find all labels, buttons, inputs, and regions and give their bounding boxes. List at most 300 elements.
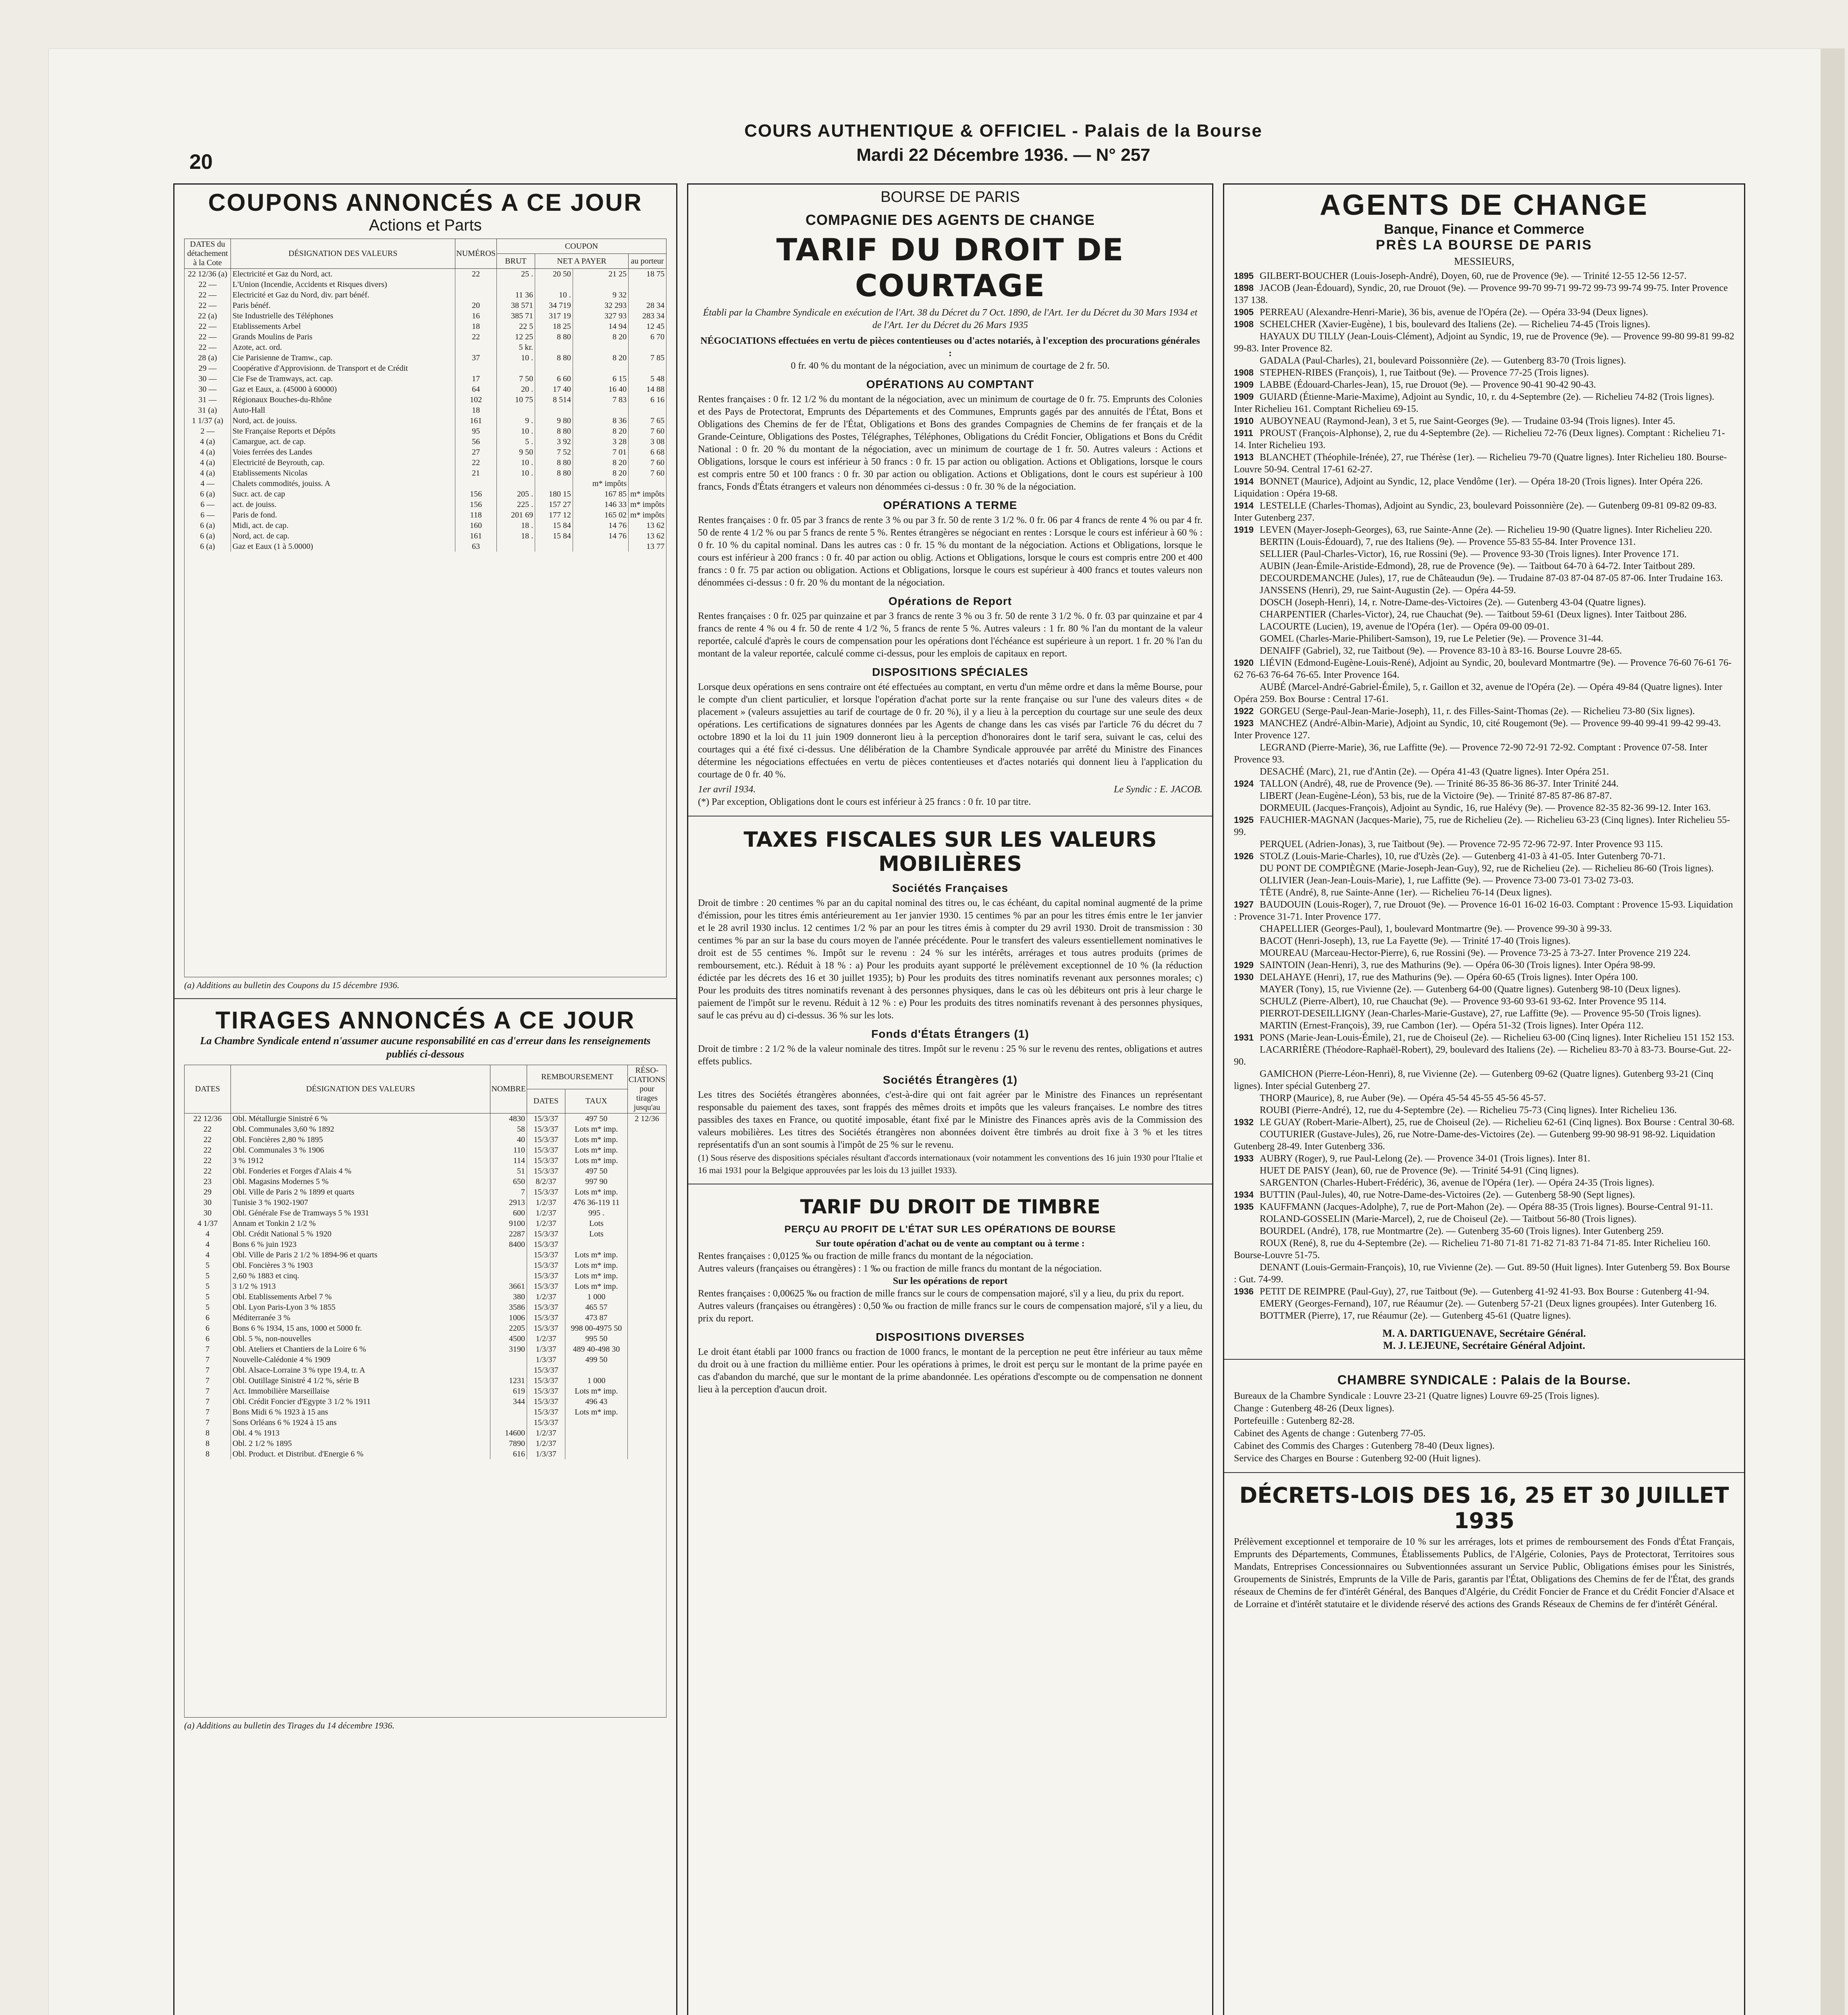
table-cell: Cie Fse de Tramways, act. cap. — [231, 374, 455, 384]
table-cell — [627, 1407, 666, 1417]
table-cell: Obl. Etablissements Arbel 7 % — [231, 1292, 490, 1302]
agent-text: JANSSENS (Henri), 29, rue Saint-Augustin (2e). — Opéra 44-59. — [1260, 585, 1516, 596]
agent-entry — [1234, 705, 1734, 717]
agent-entry — [1234, 584, 1734, 596]
table-cell: Méditerranée 3 % — [231, 1313, 490, 1323]
table-cell: Obl. Outillage Sinistré 4 1/2 %, série B — [231, 1375, 490, 1386]
agent-year: 1923 — [1234, 718, 1254, 728]
agent-text: THORP (Maurice), 8, rue Auber (9e). — Opéra 45-54 45-55 45-56 45-57. — [1260, 1093, 1546, 1103]
agent-year: 1936 — [1234, 1286, 1254, 1296]
table-cell: 21 — [455, 468, 497, 478]
page-header — [173, 121, 1833, 165]
table-cell: 95 — [455, 426, 497, 436]
agent-text: DORMEUIL (Jacques-François), Adjoint au Syndic, 16, rue Halévy (9e). — Provence 82-35 82-36 99-12. Inter 163. — [1260, 803, 1711, 813]
table-cell: 327 93 — [573, 311, 628, 321]
table-cell: 7 — [185, 1365, 231, 1375]
table-cell: 3586 — [490, 1302, 527, 1313]
agent-entry — [1234, 1286, 1734, 1298]
agent-text: MARTIN (Ernest-François), 39, rue Cambon (1er). — Opéra 51-32 (Trois lignes). Inter Opéra 112. — [1260, 1020, 1644, 1031]
table-cell — [573, 279, 628, 290]
agent-text: BERTIN (Louis-Édouard), 7, rue des Italiens (9e). — Provence 55-83 55-84. Inter Provence 131. — [1260, 537, 1636, 547]
table-cell: 8 20 — [573, 353, 628, 363]
table-cell: 7 50 — [496, 374, 535, 384]
table-cell: Bons 6 % juin 1923 — [231, 1239, 490, 1250]
table-cell: Lots m* imp. — [565, 1134, 627, 1145]
agent-entry — [1234, 1213, 1734, 1225]
table-cell: 51 — [490, 1166, 527, 1176]
table-cell — [627, 1166, 666, 1176]
table-cell: Lots m* imp. — [565, 1155, 627, 1166]
table-cell: 8 80 — [535, 426, 573, 436]
table-row — [185, 1260, 667, 1271]
table-cell: 6 70 — [628, 332, 666, 342]
agent-entry — [1234, 838, 1734, 850]
table-row — [185, 1239, 667, 1250]
agent-text: PIERROT-DESEILLIGNY (Jean-Charles-Marie-Gustave), 27, rue Laffitte (9e). — Provence 95-50 (Trois lignes). — [1260, 1008, 1701, 1019]
table-cell: Bons 6 % 1934, 15 ans, 1000 et 5000 fr. — [231, 1323, 490, 1334]
table-cell: 18 25 — [535, 321, 573, 332]
table-cell: 3 92 — [535, 436, 573, 447]
table-cell: Lots m* imp. — [565, 1407, 627, 1417]
agent-text: BLANCHET (Théophile-Irénée), 27, rue Thérèse (1er). — Richelieu 79-70 (Quatre lignes). Inter Richelieu 180. Bourse-Louvre 50-94. Central 17-61 62-27. — [1234, 452, 1727, 475]
column-agents — [1223, 183, 1745, 2015]
table-cell: Nord, act. de cap. — [231, 531, 455, 541]
courtage-title: TARIF DU DROIT DE COURTAGE — [776, 232, 1124, 303]
table-cell: 7 — [185, 1417, 231, 1428]
table-row — [185, 405, 667, 415]
agent-year: 1932 — [1234, 1117, 1254, 1127]
table-row — [185, 531, 667, 541]
tirages-section — [174, 1002, 676, 1735]
table-cell — [490, 1250, 527, 1260]
agent-entry — [1234, 1177, 1734, 1189]
agent-text: CHAPELLIER (Georges-Paul), 1, boulevard Montmartre (9e). — Provence 99-30 à 99-33. — [1260, 924, 1612, 934]
taxes-footnote: (1) Sous réserve des dispositions spéciales résultant d'accords internationaux (voir notamment les conventions des 16 juin 1930 pour l'Italie et 16 mai 1931 pour la Belgique approuvées par les lois du 13 juillet 1933). — [698, 1153, 1202, 1175]
table-cell: 4 — [185, 1229, 231, 1239]
agent-text: SELLIER (Paul-Charles-Victor), 16, rue Rossini (9e). — Provence 93-30 (Trois lignes). Inter Provence 171. — [1260, 549, 1679, 559]
agent-year: 1909 — [1234, 392, 1254, 402]
table-cell: Electricité de Beyrouth, cap. — [231, 457, 455, 468]
chambre-line: Service des Charges en Bourse : Gutenberg 92-00 (Huit lignes). — [1234, 1453, 1481, 1464]
diverses-text: Le droit étant établi par 1000 francs ou fraction de 1000 francs, le montant de la perception ne peut être inférieur au taux même du droit ou à une fraction du millième entier. Pour les opérations à primes, le droit est perçu sur le montant de la prime payée en cas d'abandon du marché, que sur le montant de la prime abandonnée. Les opérations d'escompte ou de compensation ne donnent lieu à la perception d'aucun droit. — [698, 1347, 1202, 1395]
table-cell — [535, 541, 573, 552]
table-cell: 997 90 — [565, 1176, 627, 1187]
table-cell: 1/2/37 — [527, 1334, 565, 1344]
table-cell: 7 83 — [573, 395, 628, 405]
table-cell: 6 60 — [535, 374, 573, 384]
table-cell: Lots m* imp. — [565, 1145, 627, 1155]
section-heading: OPÉRATIONS A TERME — [883, 499, 1017, 511]
agent-text: BACOT (Henri-Joseph), 13, rue La Fayette (9e). — Trinité 17-40 (Trois lignes). — [1260, 936, 1571, 946]
page-number: 20 — [189, 150, 213, 174]
table-cell: 1/2/37 — [527, 1438, 565, 1449]
table-cell — [627, 1449, 666, 1459]
agent-entry — [1234, 391, 1734, 415]
agent-text: PERQUEL (Adrien-Jonas), 3, rue Taitbout (9e). — Provence 72-95 72-96 72-97. Inter Provence 93 115. — [1260, 839, 1663, 850]
table-cell — [627, 1145, 666, 1155]
table-cell: 15/3/37 — [527, 1113, 565, 1124]
agent-year: 1933 — [1234, 1153, 1254, 1163]
col-header: REMBOURSEMENT — [527, 1065, 627, 1089]
table-row — [185, 1344, 667, 1354]
table-cell: 146 33 — [573, 499, 628, 510]
table-row — [185, 1176, 667, 1187]
bourse-kicker: BOURSE DE PARIS — [880, 189, 1020, 206]
agent-entry — [1234, 270, 1734, 282]
agent-text: LESTELLE (Charles-Thomas), Adjoint au Syndic, 23, boulevard Poissonnière (2e). — Gutenberg 09-81 09-82 09-83. Inter Gutenberg 237. — [1234, 501, 1717, 523]
table-cell: 4 (a) — [185, 436, 231, 447]
agent-entry — [1234, 1116, 1734, 1128]
col-header: TAUX — [565, 1089, 627, 1113]
agent-entry — [1234, 476, 1734, 500]
table-cell: 156 — [455, 499, 497, 510]
agent-entry — [1234, 355, 1734, 367]
table-row — [185, 1218, 667, 1229]
table-cell: 15/3/37 — [527, 1323, 565, 1334]
timbre-line: Sur les opérations de report — [893, 1276, 1008, 1286]
table-cell: Lots m* imp. — [565, 1271, 627, 1281]
table-cell: 2 12/36 — [627, 1113, 666, 1124]
table-cell: 7 60 — [628, 426, 666, 436]
chambre-lines — [1234, 1390, 1734, 1465]
table-cell: 63 — [455, 541, 497, 552]
table-cell: 497 50 — [565, 1113, 627, 1124]
col-header: DATES du détachement à la Cote — [185, 239, 231, 269]
table-cell: Annam et Tonkin 2 1/2 % — [231, 1218, 490, 1229]
decrets-text: Prélèvement exceptionnel et temporaire de 10 % sur les arrérages, lots et primes de remboursement des Fonds d'État Français, Emprunts des Départements, Communes, Établissements Publics, de l'Algérie, Colonies, Pays de Protectorat, Territoires sous Mandats, Entreprises Concessionnaires ou Subventionnées assurant un Service Public, Obligations émises pour les Sinistrés, Groupements de Sinistrés, Emprunts de la Ville de Paris, garantis par l'État, Obligations des Chemins de fer de l'État, des grands réseaux de Chemins de fer d'intérêt Général, des Banques d'Algérie, du Crédit Foncier de France et du Crédit Foncier d'Alsace et de Lorraine et d'intérêt statutaire et le dividende réservé des actions des Grands Réseaux de Chemins de fer d'intérêt Général. — [1234, 1537, 1734, 1610]
table-row — [185, 510, 667, 520]
agent-year: 1922 — [1234, 706, 1254, 716]
table-cell: 1 000 — [565, 1292, 627, 1302]
table-cell — [455, 363, 497, 374]
table-cell — [628, 363, 666, 374]
table-cell — [627, 1386, 666, 1396]
tirages-title: TIRAGES ANNONCÉS A CE JOUR — [215, 1007, 635, 1034]
taxes-etats-text: Droit de timbre : 2 1/2 % de la valeur nominale des titres. Impôt sur le revenu : 25 % sur le revenu des rentes, obligations et autres effets publics. — [698, 1044, 1202, 1067]
table-cell — [535, 363, 573, 374]
table-cell: 15/3/37 — [527, 1302, 565, 1313]
agents-list — [1234, 270, 1734, 1322]
table-cell: 8 20 — [573, 468, 628, 478]
coupons-table — [184, 239, 667, 552]
table-row — [185, 1407, 667, 1417]
table-cell: Midi, act. de cap. — [231, 520, 455, 531]
courtage-note: (*) Par exception, Obligations dont le cours est inférieur à 25 francs : 0 fr. 10 par titre. — [698, 797, 1031, 807]
table-cell: 22 — [185, 1145, 231, 1155]
table-cell: 201 69 — [496, 510, 535, 520]
table-cell: 180 15 — [535, 489, 573, 499]
agent-year: 1908 — [1234, 368, 1254, 378]
table-row — [185, 489, 667, 499]
agent-text: BOTTMER (Pierre), 17, rue Réaumur (2e). — Gutenberg 45-61 (Quatre lignes). — [1260, 1311, 1571, 1321]
agent-year: 1898 — [1234, 283, 1254, 293]
col-header: RÉSO-CIATIONS pour tirages jusqu'au — [627, 1065, 666, 1113]
table-cell: 1 000 — [565, 1375, 627, 1386]
table-cell: Lots m* imp. — [565, 1187, 627, 1197]
binding-edge — [1821, 48, 1845, 2015]
table-cell: Obl. Ville de Paris 2 % 1899 et quarts — [231, 1187, 490, 1197]
agent-entry — [1234, 524, 1734, 536]
agent-entry — [1234, 500, 1734, 524]
table-cell: 1/2/37 — [527, 1197, 565, 1208]
table-row — [185, 1250, 667, 1260]
table-cell — [627, 1124, 666, 1134]
agent-entry — [1234, 282, 1734, 306]
table-row — [185, 1145, 667, 1155]
signature-date: 1er avril 1934. — [698, 784, 756, 795]
agent-text: GORGEU (Serge-Paul-Jean-Marie-Joseph), 11, r. des Filles-Saint-Thomas (2e). — Richelieu 73-80 (Six lignes). — [1260, 706, 1695, 717]
agent-entry — [1234, 306, 1734, 318]
agent-text: TALLON (André), 48, rue de Provence (9e). — Trinité 86-35 86-36 86-37. Inter Trinité 244. — [1260, 779, 1619, 789]
table-cell: 118 — [455, 510, 497, 520]
table-row — [185, 353, 667, 363]
table-cell: 8/2/37 — [527, 1176, 565, 1187]
table-cell: 8 — [185, 1449, 231, 1459]
table-cell: 9100 — [490, 1218, 527, 1229]
table-cell: 8 80 — [535, 332, 573, 342]
table-cell: 21 25 — [573, 269, 628, 280]
table-cell: 6 — [185, 1313, 231, 1323]
table-cell: 177 12 — [535, 510, 573, 520]
table-cell: 6 68 — [628, 447, 666, 457]
table-cell: 1/2/37 — [527, 1208, 565, 1218]
chambre-section — [1224, 1363, 1744, 1469]
agent-text: PERREAU (Alexandre-Henri-Marie), 36 bis, avenue de l'Opéra (2e). — Opéra 33-94 (Deux lignes). — [1260, 307, 1649, 318]
timbre-line: Autres valeurs (françaises ou étrangères) : 0,50 ‰ ou fraction de mille francs sur le cours de compensation majoré, s'il y a lieu, du prix du report. — [698, 1301, 1202, 1324]
coupons-footnote: (a) Additions au bulletin des Coupons du 15 décembre 1936. — [184, 980, 400, 990]
table-cell: 8 80 — [535, 468, 573, 478]
agent-entry — [1234, 1104, 1734, 1116]
table-cell: Obl. 2 1/2 % 1895 — [231, 1438, 490, 1449]
table-cell: 1 1/37 (a) — [185, 415, 231, 426]
table-cell: 12 45 — [628, 321, 666, 332]
table-row — [185, 1208, 667, 1218]
table-cell: 156 — [455, 489, 497, 499]
table-cell: 8400 — [490, 1239, 527, 1250]
table-cell: 4 (a) — [185, 468, 231, 478]
agent-text: AUBIN (Jean-Émile-Aristide-Edmond), 28, rue de Provence (9e). — Taitbout 64-70 à 64-72. Inter Taitbout 289. — [1260, 561, 1695, 571]
table-cell — [627, 1281, 666, 1292]
table-cell: 10 . — [496, 468, 535, 478]
table-row — [185, 395, 667, 405]
header-title: COURS AUTHENTIQUE & OFFICIEL - Palais de la Bourse — [744, 121, 1262, 141]
agent-text: LIBERT (Jean-Eugène-Léon), 53 bis, rue de la Victoire (9e). — Trinité 87-85 87-86 87-87. — [1260, 791, 1612, 801]
agent-entry — [1234, 560, 1734, 572]
table-row — [185, 1124, 667, 1134]
table-cell: 8 — [185, 1428, 231, 1438]
timbre-line: Sur toute opération d'achat ou de vente au comptant ou à terme : — [816, 1238, 1085, 1249]
agent-year: 1920 — [1234, 658, 1254, 668]
table-cell: m* impôts — [628, 489, 666, 499]
table-cell: 14 76 — [573, 531, 628, 541]
table-cell: 998 00-4975 50 — [565, 1323, 627, 1334]
decrets-title: DÉCRETS-LOIS DES 16, 25 ET 30 JUILLET 1935 — [1239, 1483, 1729, 1533]
table-cell: 22 12/36 — [185, 1113, 231, 1124]
agent-text: COUTURIER (Gustave-Jules), 26, rue Notre-Dame-des-Victoires (2e). — Gutenberg 99-90 98-91 98-92. Liquidation Gutenberg 28-49. Inter Gutenberg 336. — [1234, 1129, 1715, 1152]
agent-entry — [1234, 1298, 1734, 1310]
table-cell — [496, 279, 535, 290]
agent-entry — [1234, 451, 1734, 476]
agent-text: SARGENTON (Charles-Hubert-Frédéric), 36, avenue de l'Opéra (1er). — Opéra 24-35 (Trois lignes). — [1260, 1178, 1655, 1188]
table-cell: 10 . — [496, 353, 535, 363]
table-cell: 15/3/37 — [527, 1239, 565, 1250]
table-cell: 3 % 1912 — [231, 1155, 490, 1166]
table-cell: 15/3/37 — [527, 1260, 565, 1271]
table-cell: 17 40 — [535, 384, 573, 395]
table-cell: 5 — [185, 1302, 231, 1313]
table-cell: 8 20 — [573, 457, 628, 468]
speciales-text: Lorsque deux opérations en sens contraire ont été effectuées au comptant, en vertu d'un même ordre et dans la même Bourse, pour le compte d'un client particulier, et lorsque l'opération d'achat porte sur la rente française ou sur l'une des valeurs dites « de placement » (valeurs assujetties au tarif de courtage de 0 fr. 20 %), il y a lieu à la perception du courtage sur une seule des deux opérations. Les certifications de signatures données par les Agents de change dans les cas visés par l'article 76 du décret du 7 octobre 1890 et la loi du 11 juin 1909 donneront lieu à la perception d'honoraires dont le tarif sera, suivant le cas, celui des courtages qui a été fixé ci-dessus. Une délibération de la Chambre Syndicale approuvée par arrêté du Ministre des Finances détermine les négociations effectuées en vertu de pièces contentieuses et d'actes notariés qui donnent lieu à l'application du courtage de 0 fr. 40 %. — [698, 682, 1202, 780]
agent-year: 1895 — [1234, 271, 1254, 281]
table-cell: 13 62 — [628, 520, 666, 531]
table-cell: m* impôts — [628, 510, 666, 520]
table-cell: 14600 — [490, 1428, 527, 1438]
agent-year: 1914 — [1234, 476, 1254, 486]
column-tarifs — [687, 183, 1213, 2015]
agent-text: LACOURTE (Lucien), 19, avenue de l'Opéra (1er). — Opéra 09-00 09-01. — [1260, 621, 1549, 632]
table-cell: 22 — — [185, 279, 231, 290]
table-cell: 9 80 — [535, 415, 573, 426]
table-cell — [627, 1239, 666, 1250]
table-cell: Gaz et Eaux (1 à 5.0000) — [231, 541, 455, 552]
table-row — [185, 1292, 667, 1302]
table-cell: 205 . — [496, 489, 535, 499]
table-cell: 9 32 — [573, 290, 628, 300]
table-cell: Bons Midi 6 % 1923 à 15 ans — [231, 1407, 490, 1417]
table-cell: 1231 — [490, 1375, 527, 1386]
tirages-table — [184, 1065, 667, 1459]
table-cell — [628, 405, 666, 415]
agent-entry — [1234, 1032, 1734, 1044]
table-cell: Obl. Générale Fse de Tramways 5 % 1931 — [231, 1208, 490, 1218]
agent-entry — [1234, 923, 1734, 935]
messieurs: MESSIEURS, — [1454, 256, 1514, 267]
agent-entry — [1234, 427, 1734, 451]
table-cell — [628, 290, 666, 300]
agent-text: LABBE (Édouard-Charles-Jean), 15, rue Drouot (9e). — Provence 90-41 90-42 90-43. — [1260, 380, 1596, 390]
table-cell: 15/3/37 — [527, 1281, 565, 1292]
table-cell: 465 57 — [565, 1302, 627, 1313]
divider — [1224, 1359, 1744, 1360]
table-cell: 2913 — [490, 1197, 527, 1208]
table-cell: 1/2/37 — [527, 1218, 565, 1229]
agent-entry — [1234, 1068, 1734, 1092]
table-cell: 14 88 — [628, 384, 666, 395]
table-cell: 160 — [455, 520, 497, 531]
table-cell: 344 — [490, 1396, 527, 1407]
table-cell: 6 16 — [628, 395, 666, 405]
agent-entry — [1234, 548, 1734, 560]
table-row — [185, 1155, 667, 1166]
agent-entry — [1234, 1310, 1734, 1322]
table-cell — [535, 279, 573, 290]
table-cell — [535, 405, 573, 415]
agent-text: PROUST (François-Alphonse), 2, rue du 4-Septembre (2e). — Richelieu 72-76 (Deux lignes). Comptant : Richelieu 71-14. Inter Richelieu 193. — [1234, 428, 1725, 451]
table-cell: Chalets commodités, jouiss. A — [231, 478, 455, 489]
taxes-etrangeres-text: Les titres des Sociétés étrangères abonnées, c'est-à-dire qui ont fait agréer par le Ministre des Finances un représentant responsable du paiement des taxes, sont frappés des mêmes droits et impôts que les valeurs françaises. Le nombre des titres passibles des taxes en France, ou quotité imposable, étant fixé par le Ministre des Finances après avis de la Commission des valeurs mobilières. Les titres des Sociétés étrangères non abonnées doivent être timbrés au droit fixe à 3 % et les titres représentatifs d'un an sont soumis à l'impôt de 25 % sur le revenu. — [698, 1090, 1202, 1150]
agent-year: 1919 — [1234, 525, 1254, 535]
col-header: DÉSIGNATION DES VALEURS — [231, 1065, 490, 1113]
table-cell: Azote, act. ord. — [231, 342, 455, 353]
table-cell: 489 40-498 30 — [565, 1344, 627, 1354]
table-cell: Paris bénéf. — [231, 300, 455, 311]
table-cell: 5 — [185, 1271, 231, 1281]
agent-text: LEVEN (Mayer-Joseph-Georges), 63, rue Sainte-Anne (2e). — Richelieu 19-90 (Quatre lignes). Inter Richelieu 220. — [1260, 525, 1712, 535]
table-cell: 4830 — [490, 1113, 527, 1124]
taxes-title: TAXES FISCALES SUR LES VALEURS MOBILIÈRES — [743, 828, 1157, 876]
timbre-section — [688, 1188, 1212, 1400]
table-cell: 4 — — [185, 478, 231, 489]
comptant-text: Rentes françaises : 0 fr. 12 1/2 % du montant de la négociation, avec un minimum de courtage de 0 fr. 75. Emprunts des Colonies et des Pays de Protectorat, Emprunts des Départements et des Communes, Emprunts gagés par des annuités de l'État, Bons et Obligations des Chemins de fer de l'État, Obligations et Bons des grandes Compagnies de Chemins de fer français et de la Grande-Ceinture, Obligations des Postes, Télégraphes, Téléphones, Obligations du Crédit Foncier, Obligations et Bons du Crédit National : 0 fr. 20 % du montant de la négociation, avec un minimum de courtage de 1 fr. 50. Autres valeurs : Actions et Obligations, lorsque le cours est inférieur à 50 francs : 0 fr. 15 par action ou obligation. Actions et Obligations, lorsque le cours est compris entre 50 et 100 francs : 0 fr. 30 par action ou obligation. Actions et Obligations, dont le cours est supérieur à 100 francs, Fonds d'États étrangers et valeurs non dénommées ci-dessus : 0 fr. 30 % de la négociation. — [698, 394, 1202, 492]
table-cell: Auto-Hall — [231, 405, 455, 415]
table-cell — [573, 342, 628, 353]
section-heading: Fonds d'États Étrangers (1) — [871, 1028, 1029, 1040]
agent-text: AUBÉ (Marcel-André-Gabriel-Émile), 5, r. Gaillon et 32, avenue de l'Opéra (2e). — Opéra 49-84 (Quatre lignes). Inter Opéra 259. Box Bourse : Central 17-61. — [1234, 682, 1722, 704]
agent-entry — [1234, 1020, 1734, 1032]
table-row — [185, 1271, 667, 1281]
table-cell — [627, 1208, 666, 1218]
table-row — [185, 447, 667, 457]
agent-year: 1935 — [1234, 1202, 1254, 1212]
agent-text: BONNET (Maurice), Adjoint au Syndic, 12, place Vendôme (1er). — Opéra 18-20 (Trois lignes). Inter Opéra 226. Liquidation : Opéra 19-68. — [1234, 476, 1703, 499]
table-cell: 6 15 — [573, 374, 628, 384]
agent-text: LIÉVIN (Edmond-Eugène-Louis-René), Adjoint au Syndic, 20, boulevard Montmartre (9e). — Provence 76-60 76-61 76-62 76-63 76-64 76-65. Inter Provence 164. — [1234, 658, 1732, 680]
table-cell: 15/3/37 — [527, 1375, 565, 1386]
agent-entry — [1234, 717, 1734, 742]
agent-entry — [1234, 1153, 1734, 1165]
agent-entry — [1234, 1261, 1734, 1286]
table-cell — [565, 1365, 627, 1375]
agent-text: LE GUAY (Robert-Marie-Albert), 25, rue de Choiseul (2e). — Richelieu 62-61 (Cinq lignes). Box Bourse : Central 30-68. — [1260, 1117, 1734, 1128]
table-cell: 22 — [455, 269, 497, 280]
agent-text: HAYAUX DU TILLY (Jean-Louis-Clément), Adjoint au Syndic, 19, rue de Provence (9e). — Provence 99-80 99-81 99-82 99-83. Inter Provence 82. — [1234, 331, 1734, 354]
table-cell: 30 — — [185, 374, 231, 384]
agent-text: ROUBI (Pierre-André), 12, rue du 4-Septembre (2e). — Richelieu 75-73 (Cinq lignes). Inter Richelieu 136. — [1260, 1105, 1677, 1116]
agents-sub2: PRÈS LA BOURSE DE PARIS — [1376, 237, 1593, 253]
table-cell: 497 50 — [565, 1166, 627, 1176]
table-blank-area — [184, 1459, 667, 1718]
table-row — [185, 499, 667, 510]
table-cell: 15/3/37 — [527, 1155, 565, 1166]
table-cell: 22 (a) — [185, 311, 231, 321]
table-cell — [455, 478, 497, 489]
secretaire-general: M. A. DARTIGUENAVE, Secrétaire Général. — [1382, 1327, 1586, 1339]
table-cell: 11 36 — [496, 290, 535, 300]
table-row — [185, 1281, 667, 1292]
table-cell: 15 84 — [535, 531, 573, 541]
table-cell: 31 — — [185, 395, 231, 405]
table-row — [185, 269, 667, 280]
table-cell: 15 84 — [535, 520, 573, 531]
table-cell: 38 571 — [496, 300, 535, 311]
table-cell: 15/3/37 — [527, 1407, 565, 1417]
table-cell: 15/3/37 — [527, 1250, 565, 1260]
agent-entry — [1234, 983, 1734, 995]
agent-text: AUBRY (Roger), 9, rue Paul-Lelong (2e). — Provence 34-01 (Trois lignes). Inter 81. — [1260, 1153, 1591, 1164]
table-cell — [627, 1260, 666, 1271]
table-cell: 8 20 — [573, 426, 628, 436]
table-row — [185, 1113, 667, 1124]
table-cell: 29 — [185, 1187, 231, 1197]
table-row — [185, 1428, 667, 1438]
table-cell: 616 — [490, 1449, 527, 1459]
timbre-line: Rentes françaises : 0,0125 ‰ ou fraction de mille francs du montant de la négociation. — [698, 1251, 1033, 1261]
table-row — [185, 478, 667, 489]
agent-text: DOSCH (Joseph-Henri), 14, r. Notre-Dame-des-Victoires (2e). — Gutenberg 43-04 (Quatre lignes). — [1260, 597, 1646, 608]
agent-text: DELAHAYE (Henri), 17, rue des Mathurins (9e). — Opéra 60-65 (Trois lignes). Inter Opéra 100. — [1260, 972, 1638, 983]
table-cell: 5 — [185, 1292, 231, 1302]
agent-entry — [1234, 862, 1734, 875]
